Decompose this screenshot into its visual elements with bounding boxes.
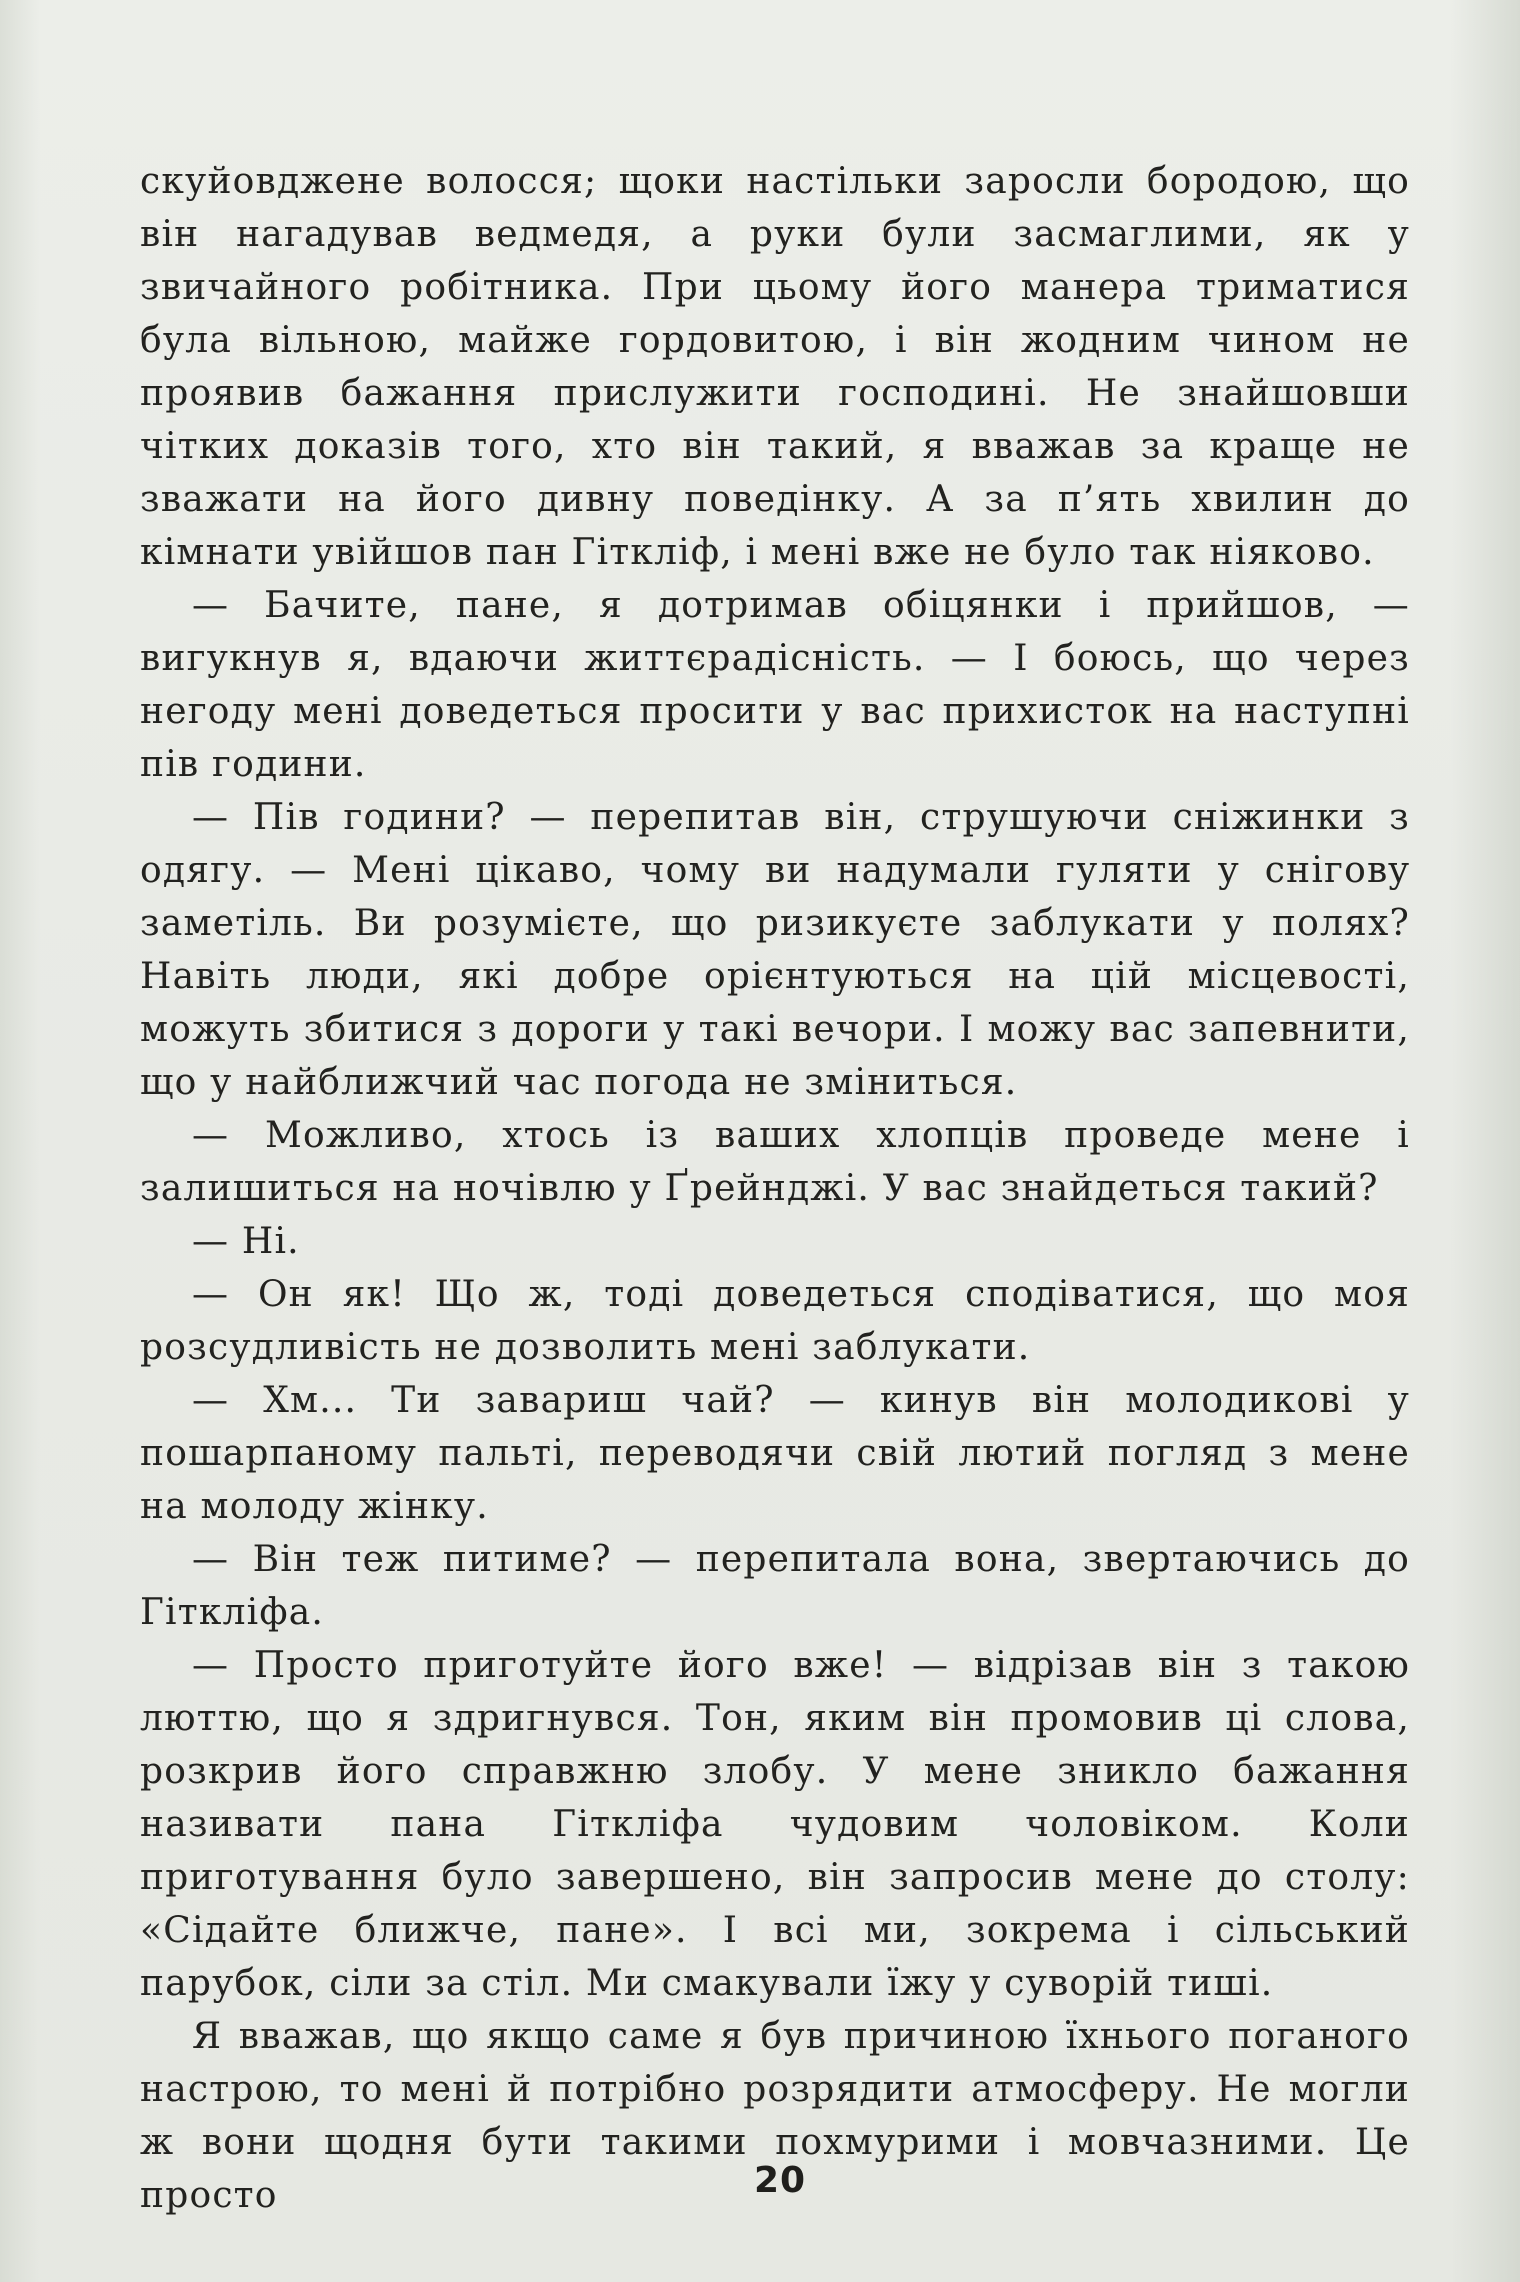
paragraph: — Можливо, хтось із ваших хлопців проведе мене і залишиться на ночівлю у Ґрейнджі. У вас знайдеться такий?: [140, 1115, 1410, 1209]
paragraph: — Ні.: [192, 1221, 300, 1262]
page-number: 20: [753, 2160, 807, 2201]
paragraph: скуйовджене волосся; щоки настільки заросли бородою, що він нагадував ведмедя, а руки були засмаглими, як у звичайного робітника. При цьому його манера триматися була вільною, майже гордовитою, і він жодним чином не проявив бажання прислужити господині. Не знайшовши чітких доказів того, хто він такий, я вважав за краще не зважати на його дивну поведінку. А за п’ять хвилин до кімнати увійшов пан Гіткліф, і мені вже не було так ніяково.: [140, 161, 1410, 573]
paragraph: — Хм... Ти завариш чай? — кинув він молодикові у пошарпаному пальті, переводячи свій лютий погляд з мене на молоду жінку.: [140, 1380, 1410, 1527]
paragraph: Я вважав, що якщо саме я був причиною їхнього поганого настрою, то мені й потрібно розрядити атмосферу. Не могли ж вони щодня бути такими похмурими і мовчазними. Це просто: [140, 2016, 1410, 2216]
page-text: [140, 155, 1410, 2222]
paragraph: — Бачите, пане, я дотримав обіцянки і прийшов, — вигукнув я, вдаючи життєрадісність. — І боюсь, що через негоду мені доведеться просити у вас прихисток на наступні пів години.: [140, 585, 1410, 785]
paragraph: — Пів години? — перепитав він, струшуючи сніжинки з одягу. — Мені цікаво, чому ви надумали гуляти у сніговy заметіль. Ви розумієте, що ризикуєте заблукати у полях? Навіть люди, які добре орієнтуються на цій місцевості, можуть збитися з дороги у такі вечори. І можу вас запевнити, що у найближчий час погода не зміниться.: [140, 797, 1410, 1103]
paragraph: — Просто приготуйте його вже! — відрізав він з такою люттю, що я здригнувся. Тон, яким він промовив ці слова, розкрив його справжню злобу. У мене зникло бажання називати пана Гіткліфа чудовим чоловіком. Коли приготування було завершено, він запросив мене до столу: «Сідайте ближче, пане». І всі ми, зокрема і сільський парубок, сіли за стіл. Ми смакували їжу у суворій тиші.: [140, 1645, 1410, 2004]
paragraph: — Він теж питиме? — перепитала вона, звертаючись до Гіткліфа.: [140, 1539, 1410, 1633]
paragraph: — Он як! Що ж, тоді доведеться сподіватися, що моя розсудливість не дозволить мені заблукати.: [140, 1274, 1410, 1368]
